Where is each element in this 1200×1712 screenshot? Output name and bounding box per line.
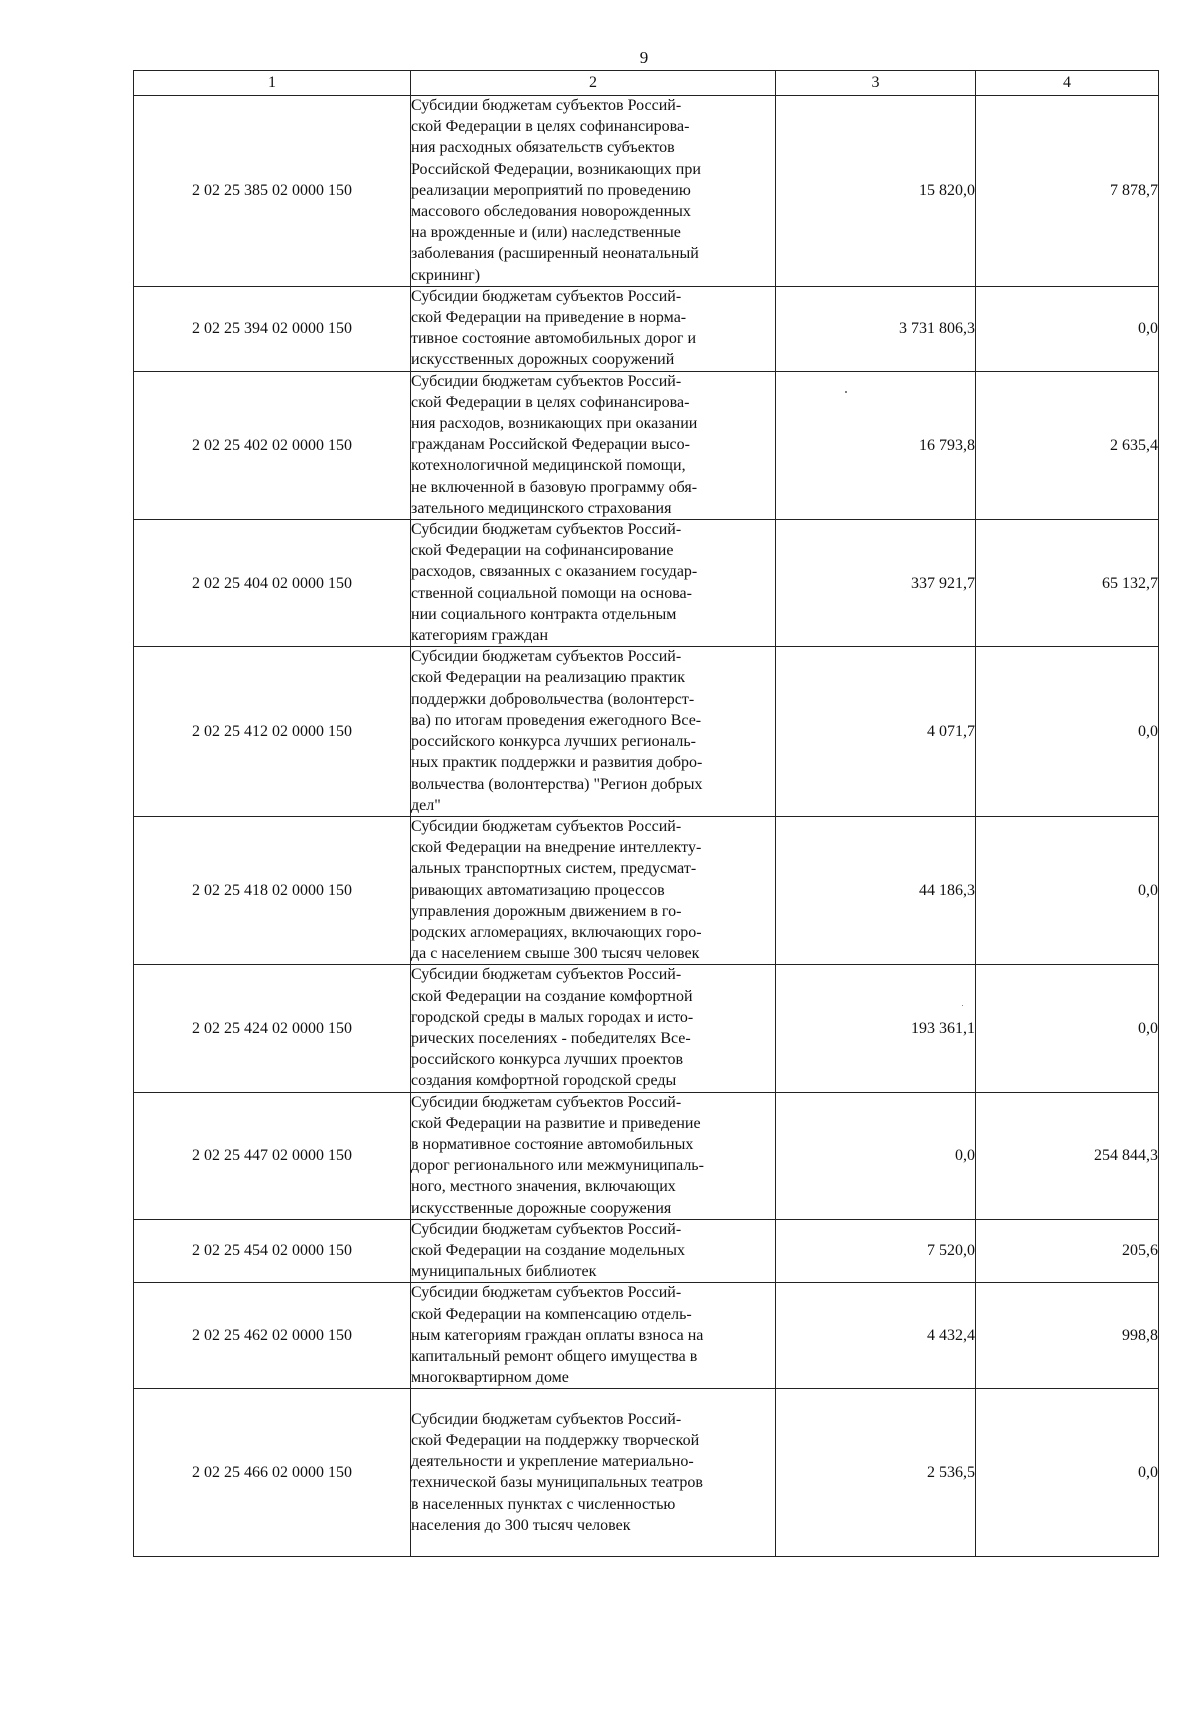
subsidy-name-cell: [411, 520, 776, 647]
table-row: [134, 965, 1159, 1092]
subsidy-name-cell: [411, 96, 776, 287]
table-row: [134, 286, 1159, 371]
budget-code-cell: 2 02 25 402 02 0000 150: [134, 371, 411, 519]
page-number: 9: [639, 48, 649, 67]
budget-code-cell: 2 02 25 418 02 0000 150: [134, 816, 411, 964]
table-row: [134, 1389, 1159, 1557]
table-row: [134, 647, 1159, 817]
subsidy-name-text: Субсидии бюджетам субъектов Россий- ской Федерации на поддержку творческой деятельности и укрепление материально- технической базы муниципальных театров в населенных пунктах с численностью населения до 300 тысяч человек: [411, 1410, 703, 1534]
budget-code-cell: 2 02 25 462 02 0000 150: [134, 1283, 411, 1389]
subsidy-name-text: Субсидии бюджетам субъектов Россий- ской Федерации в целях софинансирова- ния расходов, возникающих при оказании гражданам Российской Федерации высо- котехнологичной медицинской помощи, не включенной в базовую программу обя- зательного медицинского страхования: [411, 372, 698, 517]
scan-speck: [962, 1005, 963, 1006]
budget-code-cell: 2 02 25 424 02 0000 150: [134, 965, 411, 1092]
budget-code-cell: 2 02 25 412 02 0000 150: [134, 647, 411, 817]
budget-code-cell: 2 02 25 447 02 0000 150: [134, 1092, 411, 1219]
budget-code-cell: 2 02 25 385 02 0000 150: [134, 96, 411, 287]
amount-col3-cell: 4 071,7: [776, 647, 976, 817]
subsidy-name-text: Субсидии бюджетам субъектов Россий- ской Федерации на реализацию практик поддержки добровольчества (волонтерст- ва) по итогам проведения ежегодного Все- российского конкурса лучших региональ- ных практик поддержки и развития добро- вольчества (волонтерства) "Регион добрых дел": [411, 648, 703, 814]
subsidy-name-text: Субсидии бюджетам субъектов Россий- ской Федерации на компенсацию отдель- ным категориям граждан оплаты взноса на капитальный ремонт общего имущества в многоквартирном доме: [411, 1284, 704, 1387]
budget-code-cell: 2 02 25 394 02 0000 150: [134, 286, 411, 371]
amount-col3-cell: 44 186,3: [776, 816, 976, 964]
amount-col4-cell: 0,0: [976, 816, 1159, 964]
table-row: [134, 1092, 1159, 1219]
amount-col4-cell: 2 635,4: [976, 371, 1159, 519]
subsidy-name-cell: [411, 1092, 776, 1219]
amount-col3-cell: 2 536,5: [776, 1389, 976, 1557]
amount-col4-cell: 998,8: [976, 1283, 1159, 1389]
amount-col4-cell: 0,0: [976, 647, 1159, 817]
amount-col4-cell: 65 132,7: [976, 520, 1159, 647]
amount-col3-cell: 3 731 806,3: [776, 286, 976, 371]
subsidy-name-text: Субсидии бюджетам субъектов Россий- ской Федерации на создание модельных муниципальных библиотек: [411, 1220, 685, 1281]
header-col-2: 2: [411, 71, 776, 96]
subsidy-name-text: Субсидии бюджетам субъектов Россий- ской Федерации на внедрение интеллекту- альных транспортных систем, предусмат- ривающих автоматизацию процессов управления дорожным движением в го- родских агломерациях, включающих горо- да с населением свыше 300 тысяч человек: [411, 817, 702, 963]
amount-col3-cell: 4 432,4: [776, 1283, 976, 1389]
table-row: [134, 371, 1159, 519]
amount-col3-cell: 7 520,0: [776, 1219, 976, 1283]
amount-col4-cell: 0,0: [976, 965, 1159, 1092]
subsidy-name-cell: [411, 647, 776, 817]
subsidy-name-cell: [411, 1283, 776, 1389]
budget-code-cell: 2 02 25 466 02 0000 150: [134, 1389, 411, 1557]
subsidy-name-cell: [411, 965, 776, 1092]
header-row: [134, 71, 1159, 96]
subsidy-name-text: Субсидии бюджетам субъектов Россий- ской Федерации на создание комфортной городской среды в малых городах и исто- рических поселениях - победителях Все- российского конкурса лучших проектов создания комфортной городской среды: [411, 966, 694, 1090]
table-row: [134, 1283, 1159, 1389]
amount-col4-cell: 205,6: [976, 1219, 1159, 1283]
subsidy-name-text: Субсидии бюджетам субъектов Россий- ской Федерации на приведение в норма- тивное состояние автомобильных дорог и искусственных дорожных сооружений: [411, 287, 697, 369]
amount-col3-cell: 15 820,0: [776, 96, 976, 287]
amount-col3-cell: 337 921,7: [776, 520, 976, 647]
subsidy-name-cell: [411, 816, 776, 964]
table-row: [134, 96, 1159, 287]
budget-table: [133, 70, 1159, 1557]
subsidy-name-cell: [411, 371, 776, 519]
amount-col3-cell: 16 793,8: [776, 371, 976, 519]
header-col-1: 1: [134, 71, 411, 96]
subsidy-name-cell: [411, 1219, 776, 1283]
table-row: [134, 1219, 1159, 1283]
amount-col4-cell: 0,0: [976, 1389, 1159, 1557]
amount-col3-cell: 0,0: [776, 1092, 976, 1219]
amount-col4-cell: 254 844,3: [976, 1092, 1159, 1219]
amount-col3-cell: 193 361,1: [776, 965, 976, 1092]
header-col-3: 3: [776, 71, 976, 96]
amount-col4-cell: 7 878,7: [976, 96, 1159, 287]
budget-code-cell: 2 02 25 454 02 0000 150: [134, 1219, 411, 1283]
subsidy-name-text: Субсидии бюджетам субъектов Россий- ской Федерации на развитие и приведение в нормативное состояние автомобильных дорог регионального или межмуниципаль- ного, местного значения, включающих искусственные дорожные сооружения: [411, 1093, 704, 1217]
table-row: [134, 520, 1159, 647]
budget-code-cell: 2 02 25 404 02 0000 150: [134, 520, 411, 647]
subsidy-name-cell: [411, 1389, 776, 1557]
scan-speck: [845, 391, 847, 393]
subsidy-name-text: Субсидии бюджетам субъектов Россий- ской Федерации в целях софинансирова- ния расходных обязательств субъектов Российской Федерации, возникающих при реализации мероприятий по проведению массового обследования новорожденных на врожденные и (или) наследственные заболевания (расширенный неонатальный скрининг): [411, 97, 701, 284]
table-row: [134, 816, 1159, 964]
header-col-4: 4: [976, 71, 1159, 96]
subsidy-name-text: Субсидии бюджетам субъектов Россий- ской Федерации на софинансирование расходов, связанных с оказанием государ- ственной социальной помощи на основа- нии социального контракта отдельным категориям граждан: [411, 521, 698, 645]
amount-col4-cell: 0,0: [976, 286, 1159, 371]
subsidy-name-cell: [411, 286, 776, 371]
